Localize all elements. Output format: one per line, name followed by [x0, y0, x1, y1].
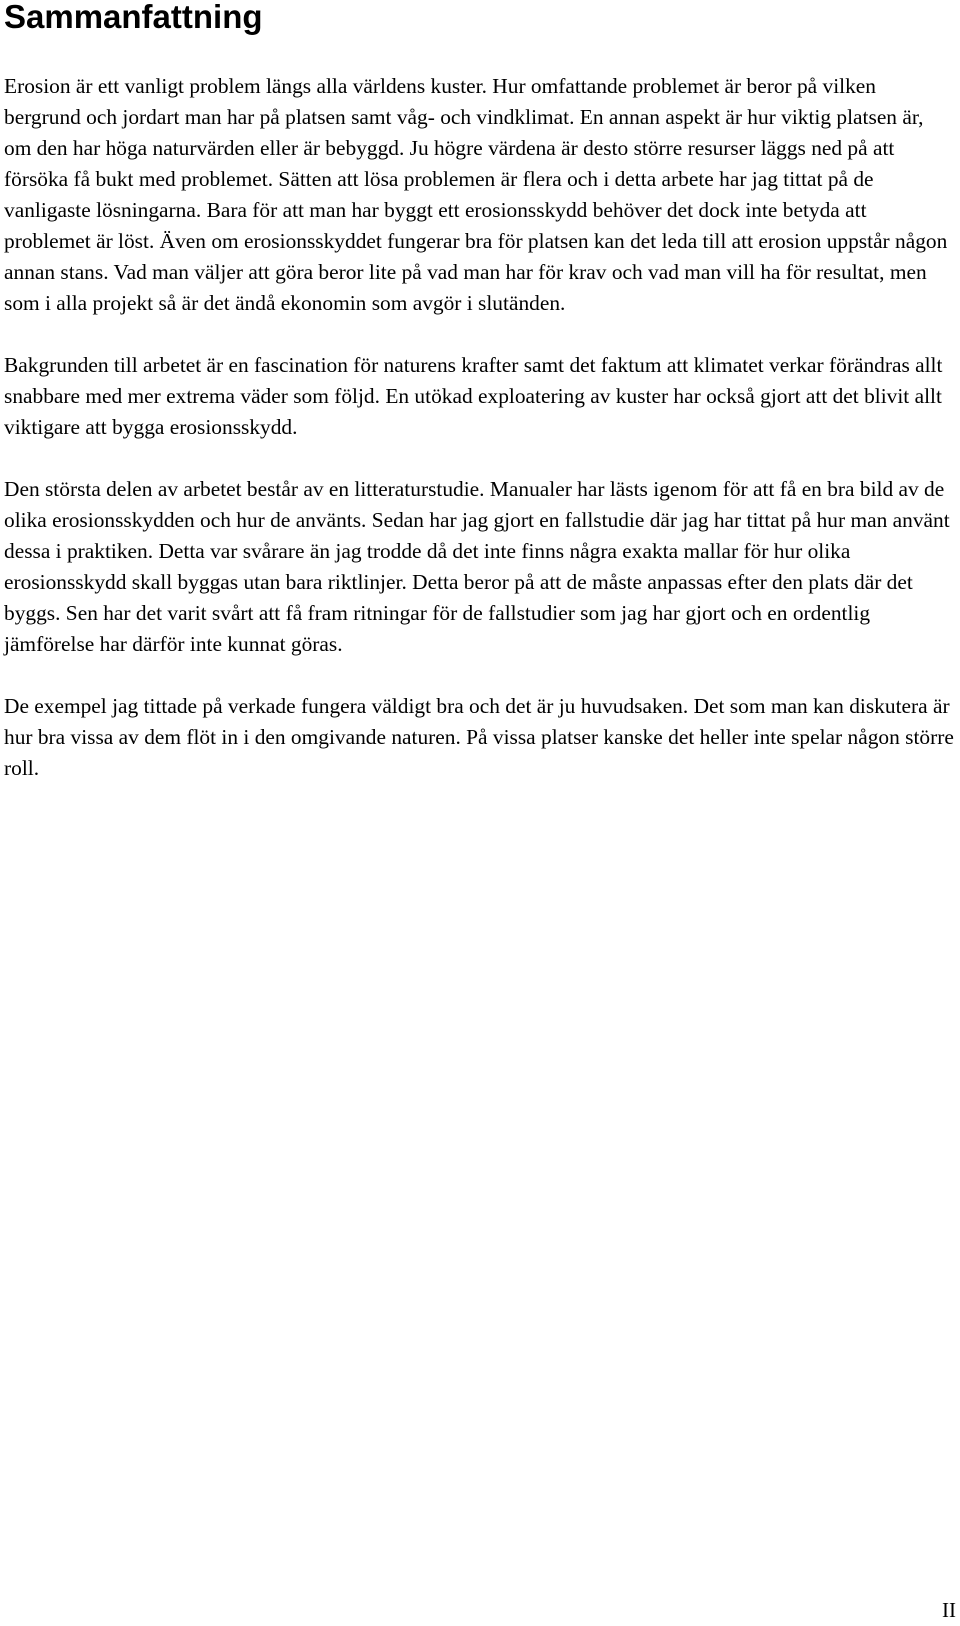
document-body	[4, 71, 956, 815]
paragraph-1: Erosion är ett vanligt problem längs alla världens kuster. Hur omfattande problemet är beror på vilken bergrund och jordart man har på platsen samt våg- och vindklimat. En annan aspekt är hur viktig platsen är, om den har höga naturvärden eller är bebyggd. Ju högre värdena är desto större resurser läggs ned på att försöka få bukt med problemet. Sätten att lösa problemen är flera och i detta arbete har jag tittat på de vanligaste lösningarna. Bara för att man har byggt ett erosionsskydd behöver det dock inte betyda att problemet är löst. Även om erosionsskyddet fungerar bra för platsen kan det leda till att erosion uppstår någon annan stans. Vad man väljer att göra beror lite på vad man har för krav och vad man vill ha för resultat, men som i alla projekt så är det ändå ekonomin som avgör i slutänden.	[4, 74, 948, 315]
paragraph-4: De exempel jag tittade på verkade fungera väldigt bra och det är ju huvudsaken. Det som man kan diskutera är hur bra vissa av dem flöt in i den omgivande naturen. På vissa platser kanske det heller inte spelar någon större roll.	[4, 694, 954, 780]
page-number: II	[942, 1598, 956, 1622]
page-title: Sammanfattning	[4, 0, 263, 35]
paragraph-3: Den största delen av arbetet består av en litteraturstudie. Manualer har lästs igenom för att få en bra bild av de olika erosionsskydden och hur de använts. Sedan har jag gjort en fallstudie där jag har tittat på hur man använt dessa i praktiken. Detta var svårare än jag trodde då det inte finns några exakta mallar för hur olika erosionsskydd skall byggas utan bara riktlinjer. Detta beror på att de måste anpassas efter den plats där det byggs. Sen har det varit svårt att få fram ritningar för de fallstudier som jag har gjort och en ordentlig jämförelse har därför inte kunnat göras.	[4, 477, 950, 656]
paragraph-2: Bakgrunden till arbetet är en fascination för naturens krafter samt det faktum att klimatet verkar förändras allt snabbare med mer extrema väder som följd. En utökad exploatering av kuster har också gjort att det blivit allt viktigare att bygga erosionsskydd.	[4, 353, 943, 439]
